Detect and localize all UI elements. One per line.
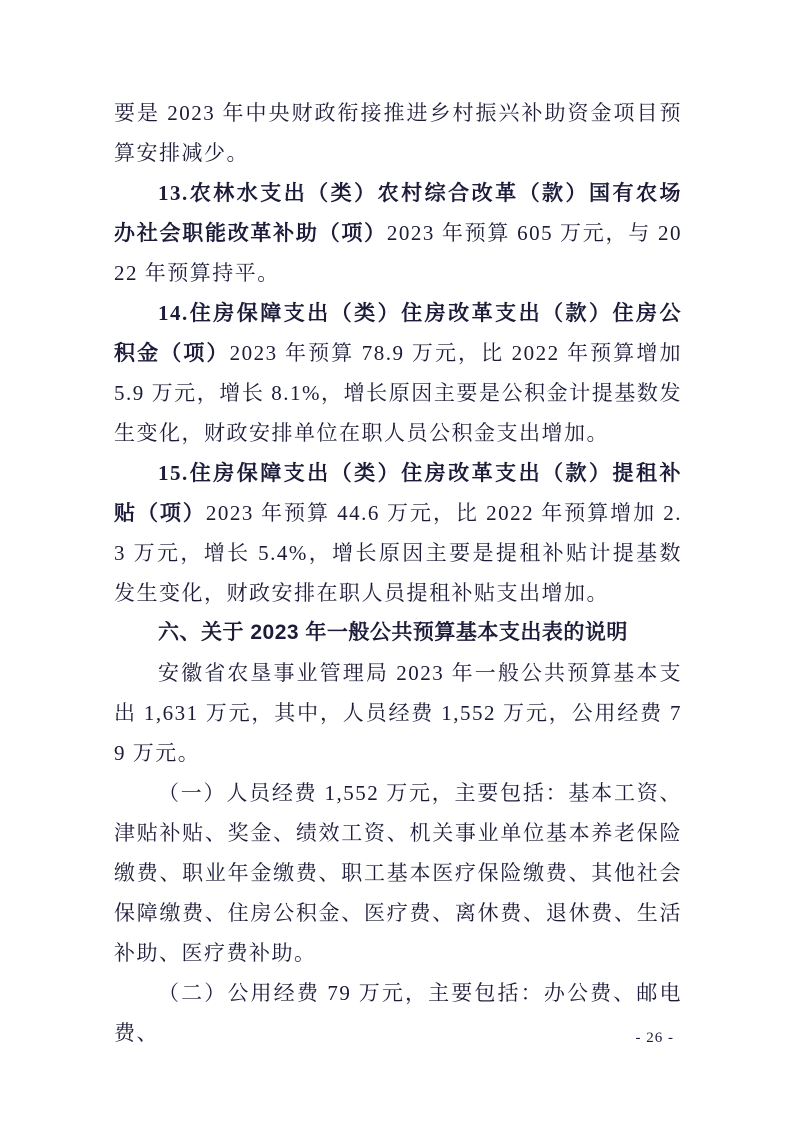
text-run: 2023 年预算 78.9 万元，比 2022 年预算增加 5.9 万元，增长 8.1%，增长原因主要是公积金计提基数发生变化，财政安排单位在职人员公积金支出增加。 [114,341,683,445]
page-number: - 26 - [635,1030,674,1046]
paragraph [114,773,682,973]
page-footer [636,1028,675,1048]
text-run: 2023 年预算 44.6 万元，比 2022 年预算增加 2.3 万元，增长 5.4%，增长原因主要是提租补贴计提基数发生变化，财政安排在职人员提租补贴支出增加。 [114,501,683,605]
paragraph [114,93,682,173]
text-run: 六、关于 2023 年一般公共预算基本支出表的说明 [158,621,628,644]
text-run: 2023 年预算 605 万元，与 2022 年预算持平。 [114,221,683,285]
text-run: （一）人员经费 1,552 万元，主要包括：基本工资、津贴补贴、奖金、绩效工资、机关事业单位基本养老保险缴费、职业年金缴费、职工基本医疗保险缴费、其他社会保障缴费、住房公积金、医疗费、离休费、退休费、生活补助、医疗费补助。 [114,781,682,965]
budget-item-title-run: 15.住房保障支出（类）住房改革支出（款）提租补贴（项） [114,461,682,525]
document-body [114,93,682,1053]
paragraph [114,973,682,1053]
paragraph [114,293,682,453]
paragraph [114,653,682,773]
text-run: 要是 2023 年中央财政衔接推进乡村振兴补助资金项目预算安排减少。 [114,101,682,165]
text-run: （二）公用经费 79 万元，主要包括：办公费、邮电费、 [114,981,682,1045]
section-heading [114,613,682,653]
budget-item-title-run: 14.住房保障支出（类）住房改革支出（款）住房公积金（项） [114,301,682,365]
budget-item-title-run: 13.农林水支出（类）农村综合改革（款）国有农场办社会职能改革补助（项） [114,181,682,245]
text-run: 安徽省农垦事业管理局 2023 年一般公共预算基本支出 1,631 万元，其中，人员经费 1,552 万元，公用经费 79 万元。 [114,661,682,765]
paragraph [114,453,682,613]
paragraph [114,173,682,293]
